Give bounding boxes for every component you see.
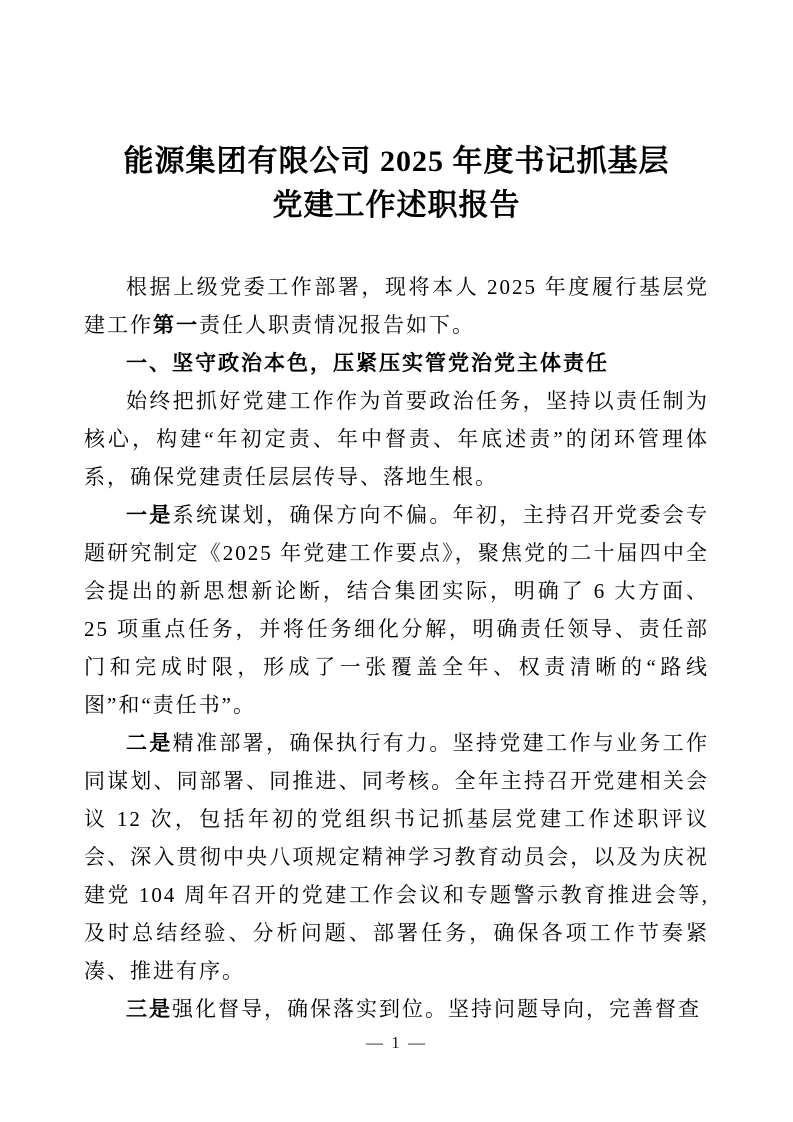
document-title-line-1: 能源集团有限公司 2025 年度书记抓基层 (123, 145, 670, 178)
text-segment: 系统谋划，确保方向不偏。年初，主持召开党委会专题研究制定《2025 年党建工作要点》，聚焦党的二十届四中全会提出的新思想新论断，结合集团实际，明确了 6 大方面、25 项重点任务，并将任务细化分解，明确责任领导、责任部门和完成时限，形成了一张覆盖全年、权责清晰的“路线图”和“责任书”。 (84, 503, 710, 717)
section-heading (84, 344, 709, 382)
text-segment: 根据上级党委工作部署，现将本人 2025 年度履行基层党建工作 (84, 275, 709, 337)
document-title (56, 140, 737, 228)
body-paragraph (84, 268, 709, 344)
text-segment: 强化督导，确保落实到位。坚持问题导向，完善督查 (172, 997, 701, 1021)
emphasis-text: 一、坚守政治本色，压紧压实管党治党主体责任 (126, 351, 609, 375)
emphasis-text: 二是 (126, 731, 173, 755)
body-paragraph (84, 724, 709, 990)
body-paragraph (84, 990, 709, 1028)
text-segment: 责任人职责情况报告如下。 (199, 313, 475, 337)
body-paragraph (84, 382, 709, 496)
document-body (0, 268, 793, 1028)
document-title-line-2: 党建工作述职报告 (272, 189, 521, 222)
emphasis-text: 三是 (126, 997, 172, 1021)
emphasis-text: 第一 (153, 313, 199, 337)
body-paragraph (84, 496, 709, 724)
text-segment: 精准部署，确保执行有力。坚持党建工作与业务工作同谋划、同部署、同推进、同考核。全年主持召开党建相关会议 12 次，包括年初的党组织书记抓基层党建工作述职评议会、深入贯彻中央八项规定精神学习教育动员会，以及为庆祝建党 104 周年召开的党建工作会议和专题警示教育推进会等,及时总结经验、分析问题、部署任务，确保各项工作节奏紧凑、推进有序。 (84, 731, 710, 983)
text-segment: 始终把抓好党建工作作为首要政治任务，坚持以责任制为核心，构建“年初定责、年中督责、年底述责”的闭环管理体系，确保党建责任层层传导、落地生根。 (84, 389, 709, 489)
page-number: — 1 — (366, 1033, 427, 1052)
emphasis-text: 一是 (126, 503, 173, 527)
